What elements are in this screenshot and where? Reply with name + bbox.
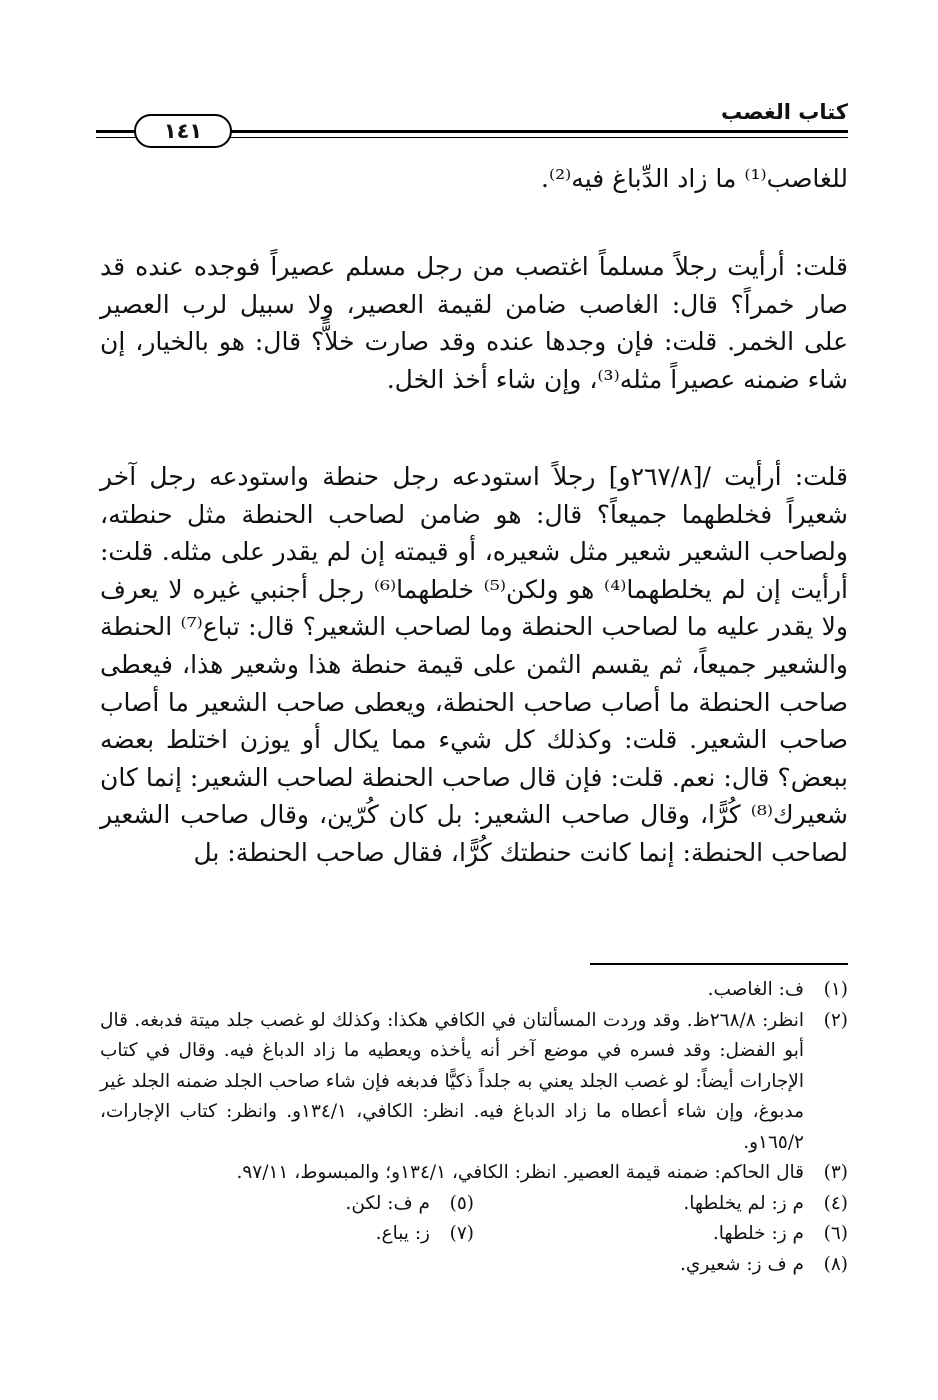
footnote-text: ز: يباع. [375,1223,430,1244]
footnote-number: (٤) [823,1192,848,1214]
footnote-item [100,1006,848,1159]
footnote-number: (٨) [823,1253,848,1275]
footnote-pair [100,1189,848,1220]
footnote-text: م ف ز: شعيري. [679,1253,804,1275]
footnote-text: قال الحاكم: ضمنه قيمة العصير. انظر: الكافي، ١٣٤/١و؛ والمبسوط، ٩٧/١١. [236,1162,804,1183]
paragraph-wheat-barley [100,458,848,872]
paragraph-text: قلت: أرأيت رجلاً مسلماً اغتصب من رجل مسلم عصيراً فوجده عنده قد صار خمراً؟ قال: الغاصب ضامن لقيمة العصير، ولا سبيل لرب العصير على الخمر. قلت: فإن وجدها عنده وقد صارت خلاًّ؟ قال: هو بالخيار، إن شاء ضمنه عصيراً مثله⁽³⁾، وإن شاء أخذ الخل. [100,252,848,394]
page-number-badge [134,114,232,148]
paragraph-text: للغاصب⁽¹⁾ ما زاد الدِّباغ فيه⁽²⁾. [541,164,848,193]
footnote-number: (٣) [823,1162,848,1183]
footnote-text: ف: الغاصب. [707,979,804,1000]
footnote-text: انظر: ٢٦٨/٨ظ. وقد وردت المسألتان في الكافي هكذا: وكذلك لو غصب جلد ميتة فدبغه. قال أبو الفضل: وقد فسره في موضع آخر أنه يأخذه ويعطيه ما زاد الدباغ فيه. وقال في كتاب الإجارات أيضاً: لو غصب الجلد يعني به جلداً ذكيًّا فدبغه فإن شاء صاحب الجلد ضمنه الجلد غير مدبوغ، وإن شاء أعطاه ما زاد الدباغ فيه. انظر: الكافي، ١٣٤/١و. وانظر: كتاب الإجارات، ١٦٥/٢و. [100,1009,804,1153]
footnote-number: (١) [823,979,848,1000]
page-number: ١٤١ [163,119,203,143]
footnote-item [100,1219,474,1250]
footnote-number: (٥) [449,1192,474,1214]
footnote-item [100,1158,848,1189]
footnote-pair [100,1219,848,1250]
footnote-number: (٧) [449,1223,474,1244]
footnotes [100,975,848,1280]
footnote-number: (٦) [823,1223,848,1244]
chapter-title: كتاب الغصب [721,100,848,124]
footnote-separator [590,963,848,965]
footnote-text: م ز: خلطها. [712,1223,804,1244]
footnote-text: م ف: لكن. [345,1192,430,1214]
footnote-text: م ز: لم يخلطها. [683,1192,804,1214]
page-header [96,92,848,142]
paragraph-text: قلت: أرأيت /[٢٦٧/٨و] رجلاً استودعه رجل حنطة واستودعه رجل آخر شعيراً فخلطهما جميعاً؟ قال: هو ضامن لصاحب الحنطة مثل حنطته، ولصاحب الشعير شعير مثل شعيره، أو قيمته إن لم يقدر على مثله. قلت: أرأيت إن لم يخلطهما⁽⁴⁾ هو ولكن⁽⁵⁾ خلطهما⁽⁶⁾ رجل أجنبي غيره لا يعرف ولا يقدر عليه ما لصاحب الحنطة وما لصاحب الشعير؟ قال: تباع⁽⁷⁾ الحنطة والشعير جميعاً، ثم يقسم الثمن على قيمة حنطة هذا وشعير هذا، فيعطى صاحب الحنطة ما أصاب صاحب الحنطة، ويعطى صاحب الشعير ما أصاب صاحب الشعير. قلت: وكذلك كل شيء مما يكال أو يوزن اختلط بعضه ببعض؟ قال: نعم. قلت: فإن قال صاحب الحنطة لصاحب الشعير: إنما كان شعيرك⁽⁸⁾ كُرًّا، وقال صاحب الشعير: بل كان كُرّين، وقال صاحب الشعير لصاحب الحنطة: إنما كانت حنطتك كُرًّا، فقال صاحب الحنطة: بل [100,462,848,867]
footnote-number: (٢) [823,1009,848,1031]
paragraph-wine [100,248,848,398]
footnote-item [474,1219,848,1250]
footnote-item [100,1189,474,1220]
footnote-item [100,975,848,1006]
paragraph-continuation [100,160,848,198]
footnote-item [474,1189,848,1220]
footnote-item [100,1250,848,1281]
